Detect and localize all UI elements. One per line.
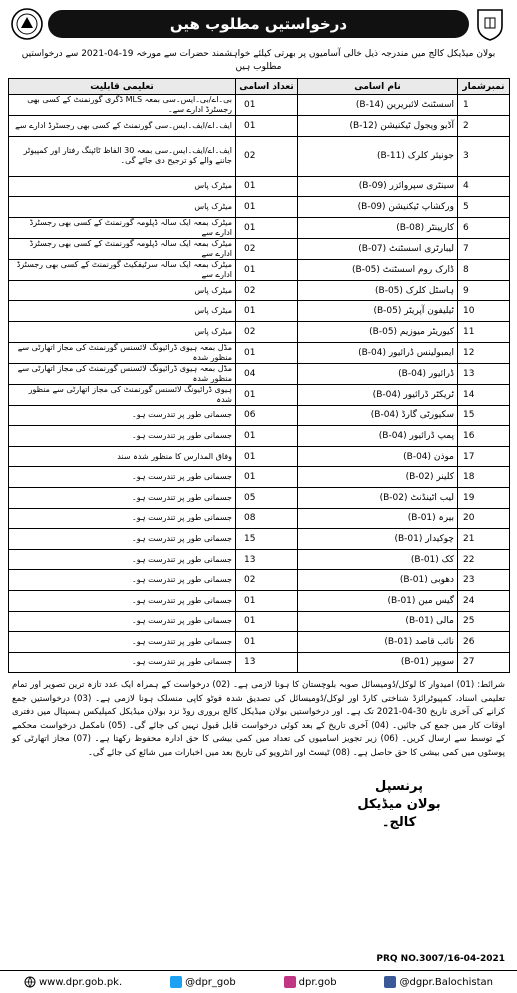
twitter-icon: [170, 976, 182, 988]
row-count: 08: [236, 508, 298, 529]
row-serial: 22: [458, 549, 510, 570]
row-count: 02: [236, 136, 298, 176]
row-post: ڈرائیور (B-04): [298, 363, 458, 384]
row-post: پمپ ڈرائیور (B-04): [298, 426, 458, 447]
vacancy-table: [8, 78, 510, 673]
row-serial: 23: [458, 570, 510, 591]
row-qualification: میٹرک پاس: [9, 280, 236, 301]
row-post: موذن (B-04): [298, 446, 458, 467]
row-count: 01: [236, 301, 298, 322]
row-count: 01: [236, 217, 298, 238]
row-post: گیس مین (B-01): [298, 590, 458, 611]
row-serial: 26: [458, 632, 510, 653]
row-serial: 8: [458, 259, 510, 280]
row-serial: 21: [458, 529, 510, 550]
row-count: 04: [236, 363, 298, 384]
row-count: 01: [236, 632, 298, 653]
table-row: [9, 632, 510, 653]
row-serial: 16: [458, 426, 510, 447]
row-post: سویپر (B-01): [298, 652, 458, 673]
row-post: لیب اٹینڈنٹ (B-02): [298, 487, 458, 508]
table-row: [9, 611, 510, 632]
signature-block: [339, 778, 459, 832]
row-post: ٹریکٹر ڈرائیور (B-04): [298, 384, 458, 405]
row-count: 01: [236, 446, 298, 467]
row-qualification: ہیوی ڈرائیونگ لائسنس گورنمنٹ کی مجاز اتھارٹی سے منظور شدہ: [9, 384, 236, 405]
row-qualification: میٹرک پاس: [9, 176, 236, 197]
table-row: [9, 342, 510, 363]
row-count: 13: [236, 549, 298, 570]
row-count: 01: [236, 259, 298, 280]
row-post: کیوریٹر میوزیم (B-05): [298, 321, 458, 342]
table-row: [9, 321, 510, 342]
signature-title: پرنسپل: [375, 779, 423, 795]
row-post: دھوبی (B-01): [298, 570, 458, 591]
row-count: 02: [236, 570, 298, 591]
row-post: بیرہ (B-01): [298, 508, 458, 529]
balochistan-logo-icon: [10, 6, 44, 42]
table-row: [9, 549, 510, 570]
row-count: 05: [236, 487, 298, 508]
table-row: [9, 570, 510, 591]
row-qualification: مڈل بمعہ ہیوی ڈرائیونگ لائسنس گورنمنٹ کی مجاز اتھارٹی سے منظور شدہ: [9, 363, 236, 384]
row-post: چوکیدار (B-01): [298, 529, 458, 550]
row-post: ٹیلیفون آپریٹر (B-05): [298, 301, 458, 322]
title-bar: [48, 10, 469, 38]
row-serial: 10: [458, 301, 510, 322]
row-post: اسسٹنٹ لائبریرین (B-14): [298, 95, 458, 116]
table-row: [9, 590, 510, 611]
table-row: [9, 116, 510, 137]
row-qualification: جسمانی طور پر تندرست ہو۔: [9, 611, 236, 632]
row-post: ہاسٹل کلرک (B-05): [298, 280, 458, 301]
table-row: [9, 467, 510, 488]
row-count: 01: [236, 176, 298, 197]
footer-website[interactable]: [24, 976, 122, 988]
row-qualification: جسمانی طور پر تندرست ہو۔: [9, 487, 236, 508]
college-logo-icon: [473, 6, 507, 42]
row-serial: 18: [458, 467, 510, 488]
signature-institution: بولان میڈیکل کالج۔: [357, 797, 441, 831]
row-post: سکیورٹی گارڈ (B-04): [298, 405, 458, 426]
row-count: 02: [236, 280, 298, 301]
header-serial: نمبرشمار: [458, 79, 510, 95]
table-row: [9, 259, 510, 280]
header: [8, 6, 509, 46]
row-count: 01: [236, 426, 298, 447]
row-qualification: جسمانی طور پر تندرست ہو۔: [9, 508, 236, 529]
row-post: نائب قاصد (B-01): [298, 632, 458, 653]
intro-text: بولان میڈیکل کالج میں مندرجہ ذیل خالی آسامیوں پر بھرتی کیلئے خواہشمند حضرات سے مورخہ 19-04-2021 سے درخواستیں مطلوب ہیں: [21, 49, 496, 72]
row-qualification: میٹرک پاس: [9, 301, 236, 322]
row-qualification: میٹرک بمعہ ایک سالہ ڈپلومہ گورنمنٹ کے کسی بھی رجسٹرڈ ادارے سے: [9, 238, 236, 259]
row-qualification: جسمانی طور پر تندرست ہو۔: [9, 570, 236, 591]
row-qualification: وفاق المدارس کا منظور شدہ سند: [9, 446, 236, 467]
row-serial: 4: [458, 176, 510, 197]
row-serial: 19: [458, 487, 510, 508]
row-count: 01: [236, 467, 298, 488]
row-post: کک (B-01): [298, 549, 458, 570]
footer-facebook[interactable]: [384, 976, 493, 988]
row-post: ڈارک روم اسسٹنٹ (B-05): [298, 259, 458, 280]
table-row: [9, 301, 510, 322]
row-serial: 24: [458, 590, 510, 611]
row-post: جونیئر کلرک (B-11): [298, 136, 458, 176]
row-qualification: جسمانی طور پر تندرست ہو۔: [9, 632, 236, 653]
table-row: [9, 176, 510, 197]
row-serial: 2: [458, 116, 510, 137]
conditions-text: شرائط: (01) امیدوار کا لوکل/ڈومیسائل صوبہ بلوچستان کا ہونا لازمی ہے۔ (02) درخواست کے ہمراہ ایک عدد تازہ ترین تصویر اور تمام تعلیمی اسناد، کمپیوٹرائزڈ شناختی کارڈ اور لوکل/ڈومیسائل کی تصدیق شدہ فوٹو کاپی منسلک ہونا لازمی ہے۔ (03) درخواستیں جمع کرانے کی آخری تاریخ 30-04-2021 تک ہے۔ اور درخواستیں بولان میڈیکل کالج بروری روڈ نزد بولان میڈیکل کمپلیکس ہسپتال میں دفتری اوقات کار میں جمع کی جائیں۔ (04) آخری تاریخ کے بعد کوئی درخواست قابل قبول نہیں کی جائے گی۔ (05) نامکمل درخواست محکمے کے توسط سے ارسال کریں۔ (06) زیر تجویز اسامیوں کی تعداد میں کمی بیشی کا حق ادارہ محفوظ رکھتا ہے۔ (07) مجاز اتھارٹی کو پوسٹوں میں کمی بیشی کا حق حاصل ہے۔ (08) ٹیسٹ اور انٹرویو کی تاریخ بعد میں اخبارات میں شائع کی جائے گی۔: [12, 680, 506, 758]
prq-number: PRQ NO.3007/16-04-2021: [376, 954, 505, 964]
page-title: درخواستیں مطلوب ھیں: [169, 15, 348, 33]
row-qualification: میٹرک بمعہ ایک سالہ سرٹیفکیٹ گورنمنٹ کے کسی بھی رجسٹرڈ ادارے سے: [9, 259, 236, 280]
row-qualification: جسمانی طور پر تندرست ہو۔: [9, 467, 236, 488]
table-row: [9, 197, 510, 218]
row-serial: 12: [458, 342, 510, 363]
row-post: سینٹری سپروائزر (B-09): [298, 176, 458, 197]
row-count: 01: [236, 95, 298, 116]
footer-twitter[interactable]: [170, 976, 236, 988]
row-qualification: ایف۔اے/ایف۔ایس۔سی بمعہ 30 الفاظ ٹائپنگ رفتار اور کمپیوٹر جاننے والے کو ترجیح دی جائے گی۔: [9, 136, 236, 176]
header-qualification: تعلیمی قابلیت: [9, 79, 236, 95]
footer-bar: [0, 970, 517, 993]
row-qualification: جسمانی طور پر تندرست ہو۔: [9, 405, 236, 426]
row-serial: 15: [458, 405, 510, 426]
row-qualification: جسمانی طور پر تندرست ہو۔: [9, 590, 236, 611]
row-count: 01: [236, 384, 298, 405]
row-serial: 17: [458, 446, 510, 467]
website-link[interactable]: www.dpr.gob.pk.: [38, 976, 123, 988]
facebook-handle[interactable]: @dgpr.Balochistan: [399, 976, 493, 988]
row-qualification: بی۔اے/بی۔ایس۔سی بمعہ MLS ڈگری گورنمنٹ کے کسی بھی رجسٹرڈ ادارے سے۔: [9, 95, 236, 116]
row-serial: 11: [458, 321, 510, 342]
table-row: [9, 652, 510, 673]
row-qualification: میٹرک بمعہ ایک سالہ ڈپلومہ گورنمنٹ کے کسی بھی رجسٹرڈ ادارے سے: [9, 217, 236, 238]
row-qualification: جسمانی طور پر تندرست ہو۔: [9, 426, 236, 447]
row-serial: 6: [458, 217, 510, 238]
facebook-icon: [384, 976, 396, 988]
row-count: 06: [236, 405, 298, 426]
row-count: 01: [236, 611, 298, 632]
header-count: تعداد اسامی: [236, 79, 298, 95]
instagram-handle[interactable]: dpr.gob: [298, 976, 337, 988]
row-count: 01: [236, 342, 298, 363]
row-post: ورکشاپ ٹیکنیشن (B-09): [298, 197, 458, 218]
table-row: [9, 363, 510, 384]
footer-instagram[interactable]: [284, 976, 337, 988]
table-row: [9, 487, 510, 508]
row-qualification: ایف۔اے/ایف۔ایس۔سی گورنمنٹ کے کسی بھی رجسٹرڈ ادارے سے: [9, 116, 236, 137]
row-qualification: میٹرک پاس: [9, 197, 236, 218]
table-row: [9, 136, 510, 176]
row-serial: 9: [458, 280, 510, 301]
table-row: [9, 95, 510, 116]
row-count: 15: [236, 529, 298, 550]
row-serial: 13: [458, 363, 510, 384]
table-row: [9, 508, 510, 529]
row-count: 02: [236, 321, 298, 342]
header-post: نام اسامی: [298, 79, 458, 95]
twitter-handle[interactable]: @dpr_gob: [185, 976, 236, 988]
row-post: کلینر (B-02): [298, 467, 458, 488]
instagram-icon: [284, 976, 296, 988]
table-row: [9, 384, 510, 405]
table-header-row: [9, 79, 510, 95]
row-count: 13: [236, 652, 298, 673]
table-row: [9, 529, 510, 550]
row-count: 01: [236, 116, 298, 137]
row-serial: 14: [458, 384, 510, 405]
row-qualification: مڈل بمعہ ہیوی ڈرائیونگ لائسنس گورنمنٹ کی مجاز اتھارٹی سے منظور شدہ: [9, 342, 236, 363]
row-serial: 20: [458, 508, 510, 529]
row-serial: 3: [458, 136, 510, 176]
row-serial: 25: [458, 611, 510, 632]
row-serial: 27: [458, 652, 510, 673]
table-row: [9, 426, 510, 447]
row-post: لیبارٹری اسسٹنٹ (B-07): [298, 238, 458, 259]
row-serial: 5: [458, 197, 510, 218]
table-row: [9, 405, 510, 426]
row-serial: 7: [458, 238, 510, 259]
row-post: ایمبولینس ڈرائیور (B-04): [298, 342, 458, 363]
table-row: [9, 238, 510, 259]
row-qualification: جسمانی طور پر تندرست ہو۔: [9, 549, 236, 570]
row-qualification: جسمانی طور پر تندرست ہو۔: [9, 652, 236, 673]
globe-icon: [24, 976, 36, 988]
row-count: 01: [236, 590, 298, 611]
row-qualification: میٹرک پاس: [9, 321, 236, 342]
row-count: 02: [236, 238, 298, 259]
row-serial: 1: [458, 95, 510, 116]
table-row: [9, 217, 510, 238]
row-post: آڈیو ویجول ٹیکنیشن (B-12): [298, 116, 458, 137]
row-post: مالی (B-01): [298, 611, 458, 632]
row-post: کارپینٹر (B-08): [298, 217, 458, 238]
table-row: [9, 280, 510, 301]
table-row: [9, 446, 510, 467]
row-count: 01: [236, 197, 298, 218]
row-qualification: جسمانی طور پر تندرست ہو۔: [9, 529, 236, 550]
